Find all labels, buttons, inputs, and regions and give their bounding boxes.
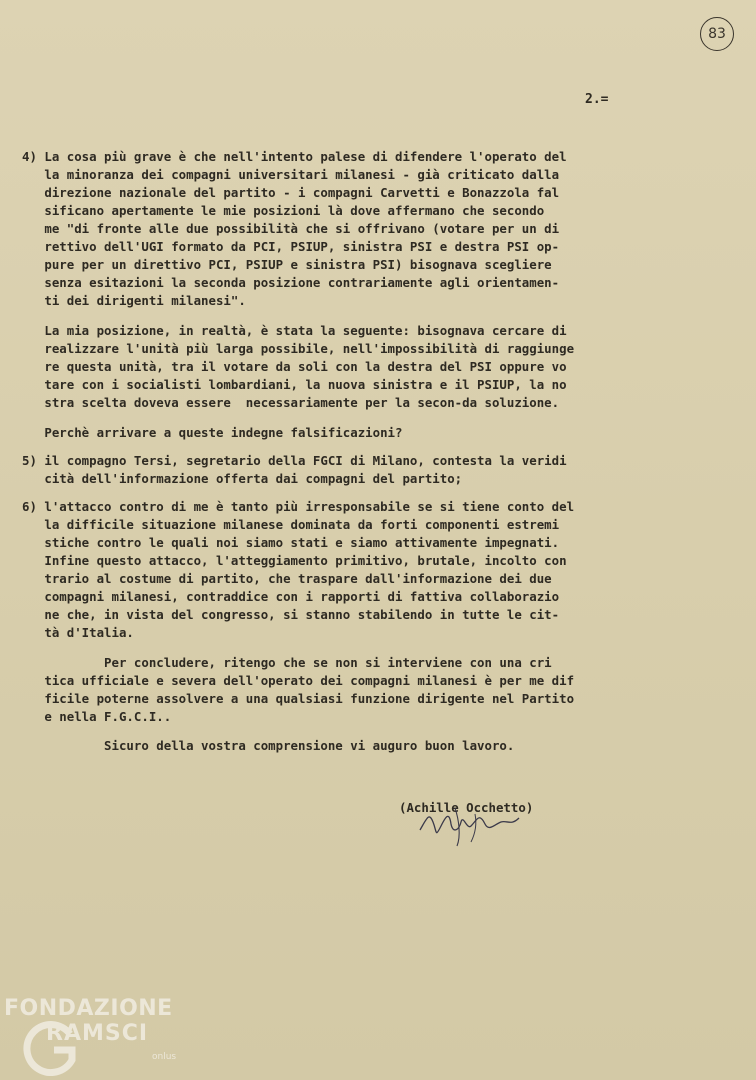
paragraph-4: 4) La cosa più grave è che nell'intento palese di difendere l'operato del la minoranza dei compagni universitari milanesi - già criticato dalla direzione nazionale del partito - i compagni Carvetti e Bonazzola fal sificano apertamente le mie posizioni là dove affermano che secondo me "di fronte alle due possibilità che si offrivano (votare per un di rettivo dell'UGI formato da PCI, PSIUP, sinistra PSI e destra PSI op- pure per un direttivo PCI, PSIUP e sinistra PSI) bisognava scegliere senza esitazioni la seconda posizione contrariamente agli orientamen- ti dei dirigenti milanesi". (22, 149, 567, 308)
paragraph-conclusion: Per concludere, ritengo che se non si interviene con una cri tica ufficiale e severa dell'operato dei compagni milanesi è per me dif ficile poterne assolvere a una qualsiasi funzione dirigente nel Partito e nella F.G.C.I.. (44, 655, 575, 724)
watermark-line-2: RAMSCI (46, 1021, 149, 1046)
handwritten-signature-icon (415, 800, 525, 850)
archive-number-stamp (700, 17, 734, 51)
paragraph-5: 5) il compagno Tersi, segretario della FGCI di Milano, contesta la veridi cità dell'informazione offerta dai compagni del partito; (22, 453, 567, 486)
watermark-line-3: onlus (152, 1052, 177, 1062)
fondazione-gramsci-watermark (4, 996, 194, 1078)
paragraph-6: 6) l'attacco contro di me è tanto più irresponsabile se si tiene conto del la difficile situazione milanese dominata da forti componenti estremi stiche contro le quali noi siamo stati e siamo attivamente impegnati. Infine questo attacco, l'atteggiamento primitivo, brutale, incolto con trario al costume di partito, che traspare dall'informazione dei due compagni milanesi, contraddice con i rapporti di fattiva collaborazio ne che, in vista del congresso, si stanno stabilendo in tutte le cit- tà d'Italia. (22, 499, 575, 640)
archive-number-text: 83 (708, 26, 726, 42)
page-number: 2.= (585, 92, 609, 107)
watermark-line-1: FONDAZIONE (4, 996, 173, 1021)
closing-line: Sicuro della vostra comprensione vi auguro buon lavoro. (22, 738, 515, 753)
signature-name: (Achille Occhetto) (399, 800, 534, 815)
paragraph-4-position: La mia posizione, in realtà, è stata la seguente: bisognava cercare di realizzare l'unità più larga possibile, nell'impossibilità di raggiunge re questa unità, tra il votare da soli con la destra del PSI oppure vo tare con i socialisti lombardiani, la nuova sinistra e il PSIUP, la no stra scelta doveva essere necessariamente per la secon-da soluzione. (44, 323, 575, 410)
paragraph-4-question: Perchè arrivare a queste indegne falsificazioni? (22, 425, 403, 440)
